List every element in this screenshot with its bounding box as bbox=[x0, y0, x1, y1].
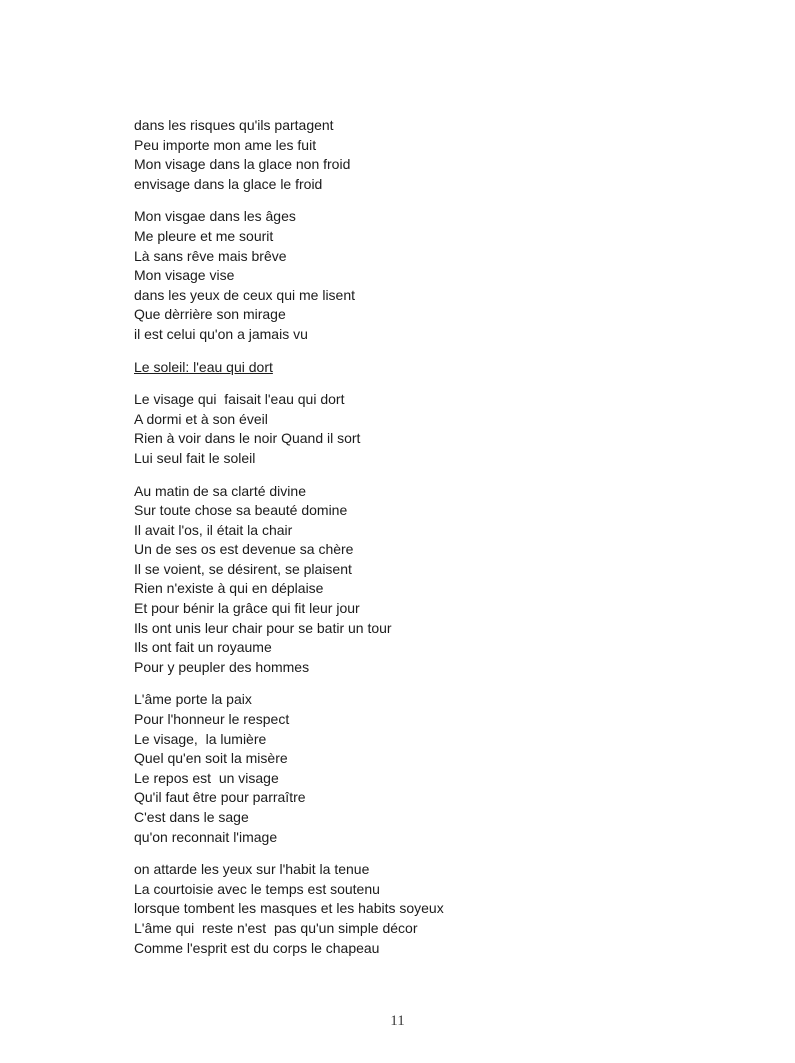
poem-line: Là sans rêve mais brêve bbox=[134, 247, 287, 264]
poem-line: Il avait l'os, il était la chair bbox=[134, 521, 293, 538]
poem-line: Peu importe mon ame les fuit bbox=[134, 136, 317, 153]
poem-line: Le visage qui faisait l'eau qui dort bbox=[134, 391, 345, 408]
poem-line: Lui seul fait le soleil bbox=[134, 449, 256, 466]
poem-line: C'est dans le sage bbox=[134, 809, 249, 825]
poem-line: Mon visgae dans les âges bbox=[134, 208, 296, 225]
poem-line: il est celui qu'on a jamais vu bbox=[134, 325, 308, 342]
poem-line: Le repos est un visage bbox=[134, 769, 279, 786]
poem-line: qu'on reconnait l'image bbox=[134, 828, 278, 845]
stanza bbox=[134, 116, 694, 194]
section-heading: Le soleil: l'eau qui dort bbox=[134, 358, 273, 375]
poem-line: Pour l'honneur le respect bbox=[134, 711, 290, 728]
poem-line: Qu'il faut être pour parraître bbox=[134, 789, 306, 806]
poem-line: Rien n'existe à qui en déplaise bbox=[134, 580, 324, 597]
section-heading-block bbox=[134, 358, 694, 378]
poem-line: A dormi et à son éveil bbox=[134, 410, 268, 427]
stanza bbox=[134, 482, 694, 678]
poem-line: Que dèrrière son mirage bbox=[134, 306, 286, 323]
poem-line: Ils ont fait un royaume bbox=[134, 639, 272, 656]
page-number: 11 bbox=[390, 1013, 405, 1029]
poem-line: Le visage, la lumière bbox=[134, 730, 267, 747]
poem-line: envisage dans la glace le froid bbox=[134, 175, 323, 192]
poem-line: L'âme qui reste n'est pas qu'un simple décor bbox=[134, 919, 418, 936]
poem-line: Rien à voir dans le noir Quand il sort bbox=[134, 430, 361, 447]
poem-line: on attarde les yeux sur l'habit la tenue bbox=[134, 861, 370, 878]
poem-line: Comme l'esprit est du corps le chapeau bbox=[134, 939, 380, 956]
poem-line: La courtoisie avec le temps est soutenu bbox=[134, 880, 380, 897]
poem-body bbox=[134, 116, 694, 971]
poem-line: Ils ont unis leur chair pour se batir un tour bbox=[134, 619, 392, 636]
poem-line: Me pleure et me sourit bbox=[134, 227, 274, 244]
poem-line: Au matin de sa clarté divine bbox=[134, 482, 306, 499]
stanza bbox=[134, 207, 694, 344]
poem-line: Sur toute chose sa beauté domine bbox=[134, 502, 348, 519]
poem-line: Quel qu'en soit la misère bbox=[134, 750, 288, 767]
poem-line: Pour y peupler des hommes bbox=[134, 658, 310, 675]
poem-line: Mon visage vise bbox=[134, 267, 235, 284]
poem-line: dans les risques qu'ils partagent bbox=[134, 117, 334, 133]
poem-line: Mon visage dans la glace non froid bbox=[134, 156, 351, 173]
poem-line: lorsque tombent les masques et les habits soyeux bbox=[134, 900, 444, 917]
poem-line: dans les yeux de ceux qui me lisent bbox=[134, 286, 356, 303]
stanza bbox=[134, 690, 694, 847]
poem-line: Un de ses os est devenue sa chère bbox=[134, 541, 354, 558]
stanza bbox=[134, 860, 694, 958]
stanza bbox=[134, 390, 694, 468]
poem-line: Et pour bénir la grâce qui fit leur jour bbox=[134, 600, 360, 617]
poem-line: L'âme porte la paix bbox=[134, 691, 252, 708]
poem-line: Il se voient, se désirent, se plaisent bbox=[134, 560, 352, 577]
